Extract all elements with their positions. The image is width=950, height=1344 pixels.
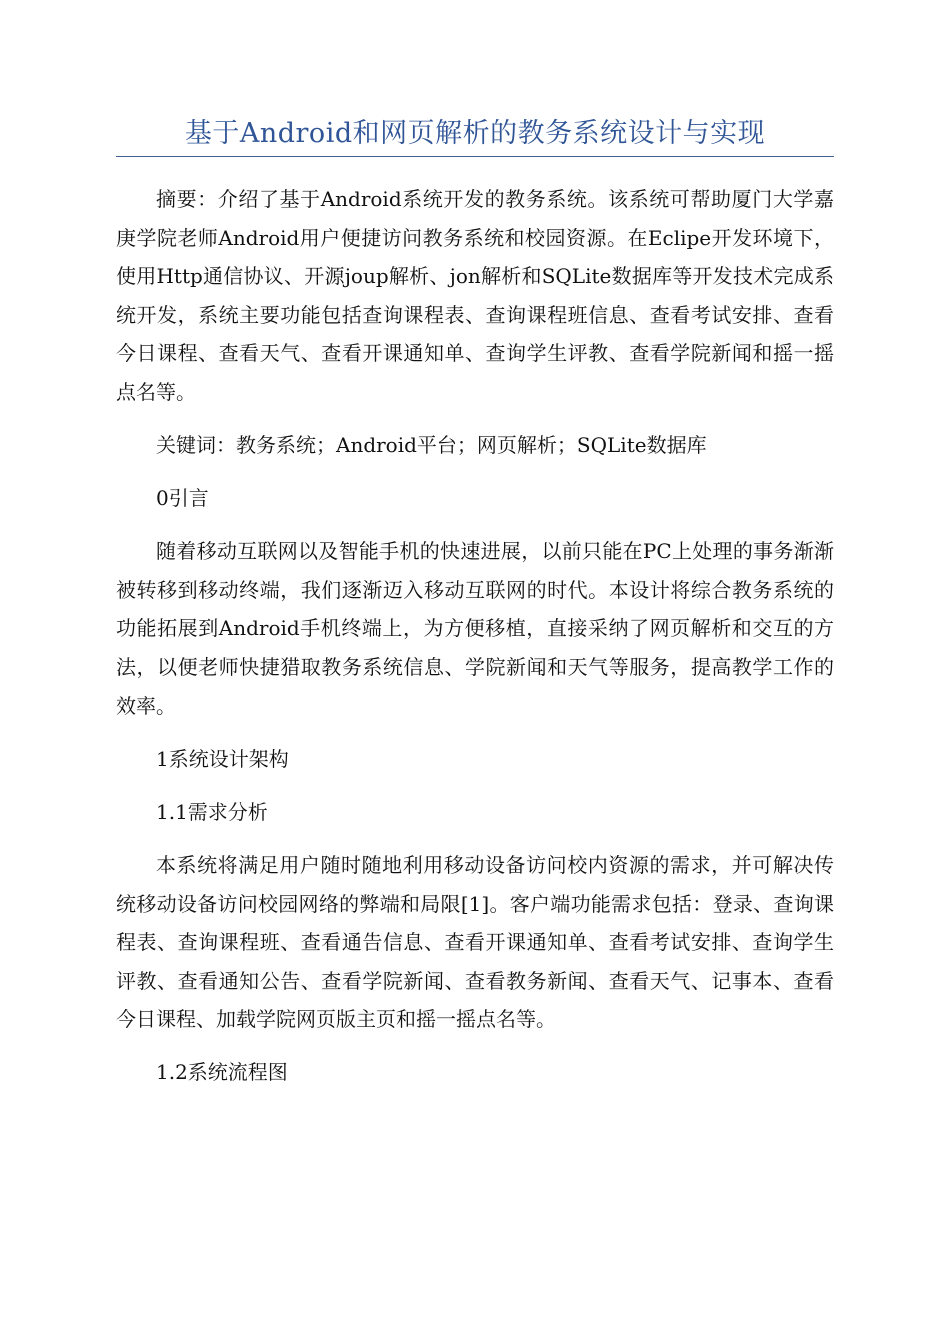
document-body [116, 180, 834, 1106]
section-heading-introduction: 0引言 [156, 486, 209, 511]
section-heading-architecture: 1系统设计架构 [156, 746, 289, 771]
title-block [116, 112, 834, 157]
keywords-paragraph: 关键词：教务系统；Android平台；网页解析；SQLite数据库 [156, 433, 707, 458]
abstract-paragraph: 摘要：介绍了基于Android系统开发的教务系统。该系统可帮助厦门大学嘉庚学院老师Android用户便捷访问教务系统和校园资源。在Eclipe开发环境下，使用Http通信协议、开源joup解析、jon解析和SQLite数据库等开发技术完成系统开发，系统主要功能包括查询课程表、查询课程班信息、查看考试安排、查看今日课程、查看天气、查看开课通知单、查询学生评教、查看学院新闻和摇一摇点名等。 [116, 187, 834, 404]
document-title: 基于Android和网页解析的教务系统设计与实现 [184, 118, 766, 149]
subsection-heading-flowchart: 1.2系统流程图 [156, 1060, 288, 1085]
subsection-heading-requirements: 1.1需求分析 [156, 799, 268, 824]
requirements-paragraph: 本系统将满足用户随时随地利用移动设备访问校内资源的需求，并可解决传统移动设备访问校园网络的弊端和局限[1]。客户端功能需求包括：登录、查询课程表、查询课程班、查看通告信息、查看开课通知单、查看考试安排、查询学生评教、查看通知公告、查看学院新闻、查看教务新闻、查看天气、记事本、查看今日课程、加载学院网页版主页和摇一摇点名等。 [116, 852, 834, 1032]
introduction-paragraph: 随着移动互联网以及智能手机的快速进展，以前只能在PC上处理的事务渐渐被转移到移动终端，我们逐渐迈入移动互联网的时代。本设计将综合教务系统的功能拓展到Android手机终端上，为方便移植，直接采纳了网页解析和交互的方法，以便老师快捷猎取教务系统信息、学院新闻和天气等服务，提高教学工作的效率。 [116, 539, 834, 718]
